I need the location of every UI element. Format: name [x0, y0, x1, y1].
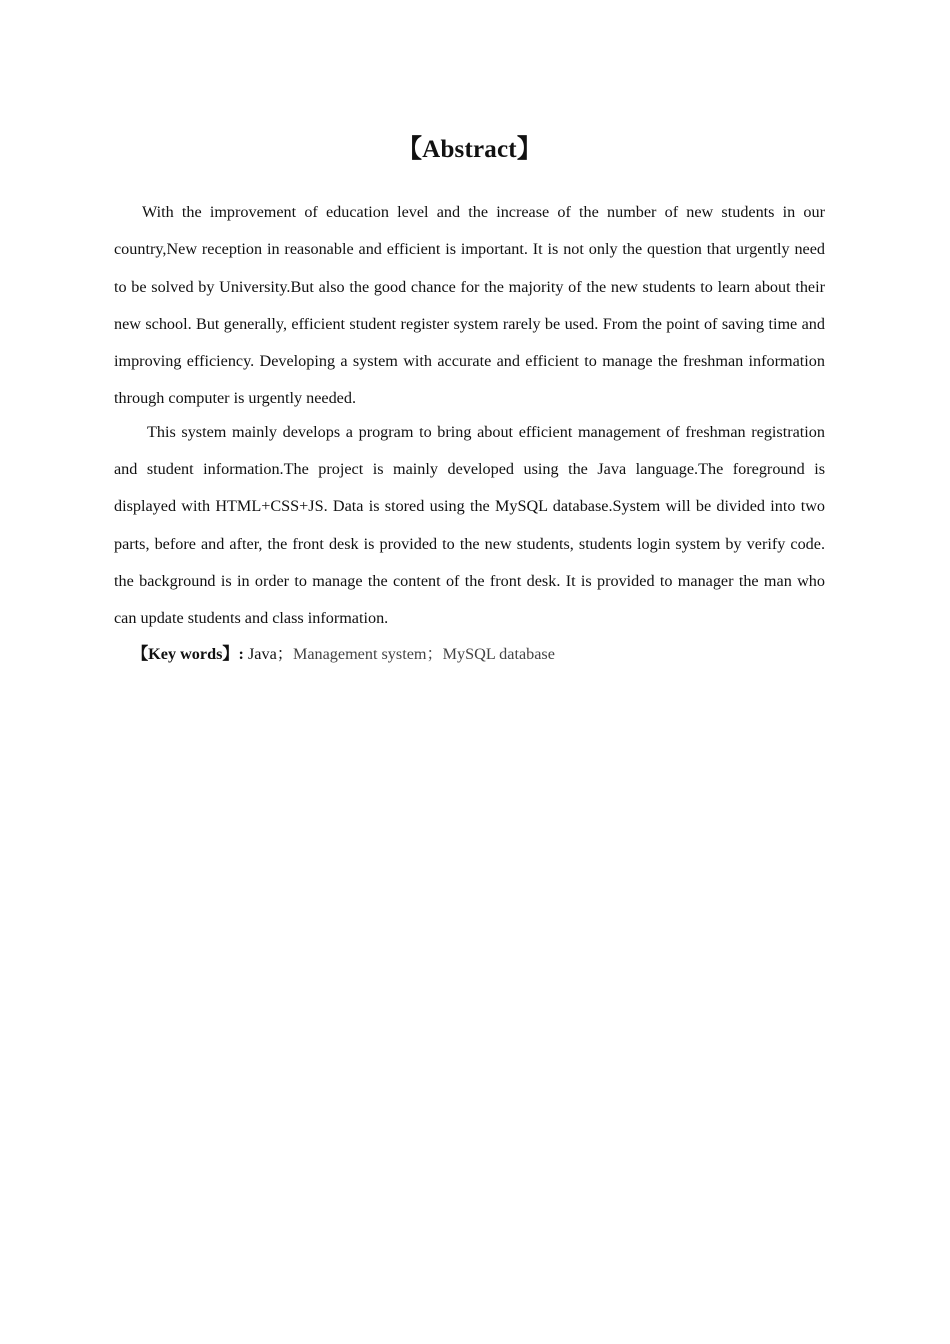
keyword-java: Java；	[248, 644, 293, 663]
abstract-paragraph-1: With the improvement of education level and the increase of the number of new students in our country,New reception in reasonable and efficient is important. It is not only the question that urgently need to be solved by University.But also the good chance for the majority of the new students to learn about their new school. But generally, efficient student register system rarely be used. From the point of saving time and improving efficiency. Developing a system with accurate and efficient to manage the freshman information through computer is urgently needed.	[114, 203, 825, 408]
abstract-title: 【Abstract】	[396, 136, 543, 163]
abstract-page	[114, 128, 825, 666]
keywords-label: 【Key words】:	[132, 644, 244, 663]
keywords-line	[114, 642, 825, 666]
abstract-paragraph-2: This system mainly develops a program to bring about efficient management of freshman registration and student information.The project is mainly developed using the Java language.The foreground is displayed with HTML+CSS+JS. Data is stored using the MySQL database.System will be divided into two parts, before and after, the front desk is provided to the new students, students login system by verify code. the background is in order to manage the content of the front desk. It is provided to manager the man who can update students and class information.	[114, 422, 825, 628]
keywords-rest: Management system；MySQL database	[292, 644, 555, 663]
